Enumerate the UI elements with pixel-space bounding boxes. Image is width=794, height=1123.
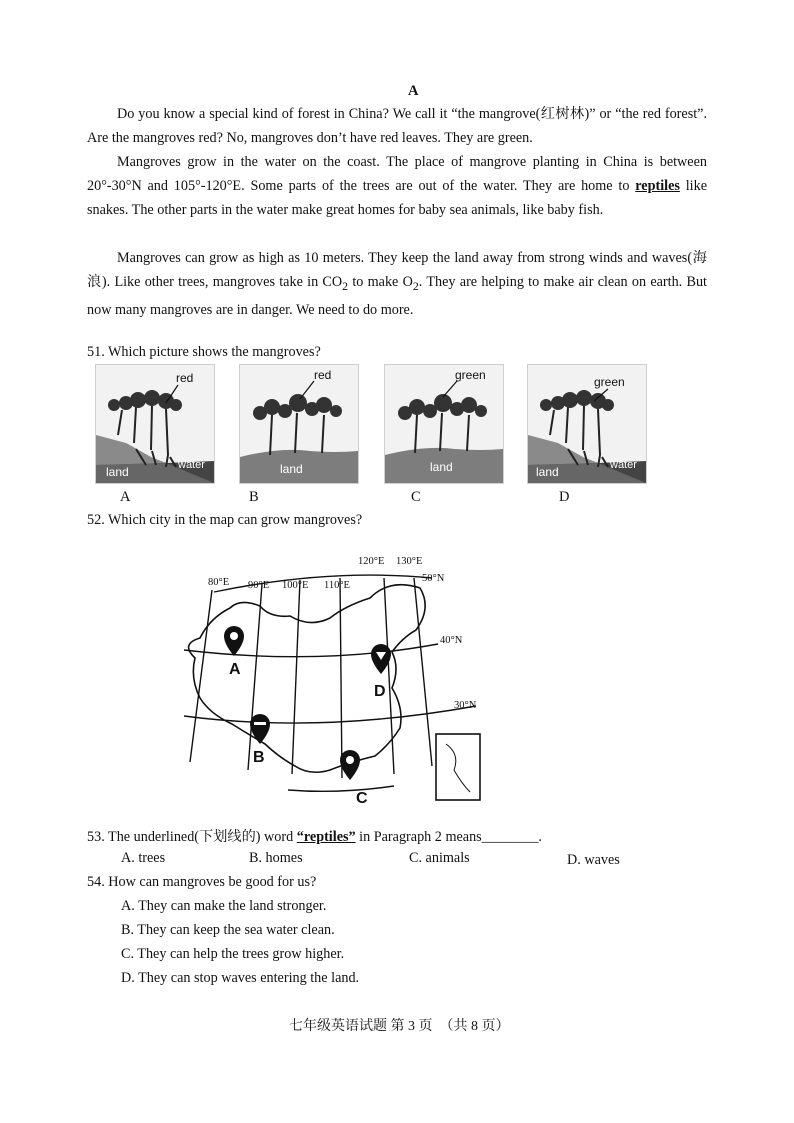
picture-a-letter: A — [120, 489, 131, 505]
mangrove-on-water-illustration-d — [528, 365, 646, 483]
picture-a-water-label: water — [178, 459, 205, 471]
lat-label-50: 50°N — [422, 573, 445, 584]
underlined-word-reptiles: reptiles — [635, 178, 680, 195]
trees-on-land-illustration-c — [385, 365, 503, 483]
lon-label-90: 90°E — [248, 580, 270, 591]
picture-a — [95, 364, 215, 484]
china-map — [170, 548, 490, 810]
question-53-text-a: 53. The underlined(下划线的) word — [87, 829, 294, 845]
lon-label-120: 120°E — [358, 556, 385, 567]
q53-option-a[interactable]: A. trees — [121, 850, 166, 866]
picture-d-land-label: land — [536, 465, 559, 479]
paragraph-2 — [87, 150, 707, 223]
picture-c-land-label: land — [430, 460, 453, 474]
marker-d-label: D — [374, 683, 386, 700]
marker-c-label: C — [356, 790, 368, 807]
paragraph-2-text-b: like snakes. The other parts in the water make great homes for baby sea animals, like baby fish. — [87, 178, 707, 219]
china-map-svg — [170, 548, 490, 810]
question-52: 52. Which city in the map can grow mangroves? — [87, 512, 363, 528]
picture-c-leaf-label: green — [455, 368, 486, 382]
o2-subscript: 2 — [412, 279, 419, 294]
lon-label-100: 100°E — [282, 580, 309, 591]
picture-b — [239, 364, 359, 484]
picture-b-letter: B — [249, 489, 259, 505]
picture-a-leaf-label: red — [176, 371, 194, 385]
mangrove-on-water-illustration-a — [96, 365, 214, 483]
lat-label-40: 40°N — [440, 635, 463, 646]
q54-option-d[interactable]: D. They can stop waves entering the land. — [121, 970, 360, 986]
q53-option-c[interactable]: C. animals — [409, 850, 470, 866]
picture-d-letter: D — [559, 489, 570, 505]
picture-b-leaf-label: red — [314, 368, 332, 382]
q54-option-a[interactable]: A. They can make the land stronger. — [121, 898, 327, 914]
picture-d — [527, 364, 647, 484]
page-footer: 七年级英语试题 第 3 页 （共 8 页） — [289, 1019, 510, 1034]
picture-d-water-label: water — [610, 459, 637, 471]
paragraph-3-text-a: Mangroves can grow as high as 10 meters. They keep the land away from strong winds and waves(海浪). Like other trees, mangroves take in CO — [87, 250, 707, 291]
paragraph-3 — [87, 246, 707, 322]
paragraph-2-text-a: Mangroves grow in the water on the coast. The place of mangrove planting in China is between 20°-30°N and 105°-120°E. Some parts of the trees are out of the water. They are home to — [87, 154, 707, 195]
picture-a-land-label: land — [106, 465, 129, 479]
picture-b-land-label: land — [280, 462, 303, 476]
paragraph-1: Do you know a special kind of forest in China? We call it “the mangrove(红树林)” or “the red forest”. Are the mangroves red? No, mangroves don’t have red leaves. They are green. — [87, 106, 707, 147]
question-51: 51. Which picture shows the mangroves? — [87, 344, 321, 360]
lon-label-80: 80°E — [208, 577, 230, 588]
lon-label-130: 130°E — [396, 556, 423, 567]
paragraph-3-text-b: to make O — [348, 274, 413, 291]
picture-d-leaf-label: green — [594, 375, 625, 389]
question-53 — [87, 826, 542, 846]
q54-option-c[interactable]: C. They can help the trees grow higher. — [121, 946, 345, 962]
picture-c — [384, 364, 504, 484]
lat-label-30: 30°N — [454, 700, 477, 711]
picture-c-letter: C — [411, 489, 421, 505]
marker-a-label: A — [229, 661, 241, 678]
map-marker-a[interactable] — [224, 626, 244, 678]
paragraph-3-text-c: . They are helping to make air clean on earth. But now many mangroves are in danger. We need to do more. — [87, 274, 707, 319]
q53-option-d[interactable]: D. waves — [567, 852, 620, 868]
trees-on-land-illustration-b — [240, 365, 358, 483]
q53-option-b[interactable]: B. homes — [249, 850, 303, 866]
marker-b-label: B — [253, 749, 265, 766]
section-title: A — [408, 83, 419, 99]
question-53-word: “reptiles” — [296, 829, 356, 845]
lon-label-110: 110°E — [324, 580, 350, 591]
q54-option-b[interactable]: B. They can keep the sea water clean. — [121, 922, 335, 938]
question-54: 54. How can mangroves be good for us? — [87, 874, 317, 890]
question-53-text-b: in Paragraph 2 means________. — [355, 829, 542, 845]
map-marker-b[interactable] — [250, 714, 270, 766]
co2-subscript: 2 — [342, 279, 349, 294]
map-marker-d[interactable] — [371, 644, 391, 700]
